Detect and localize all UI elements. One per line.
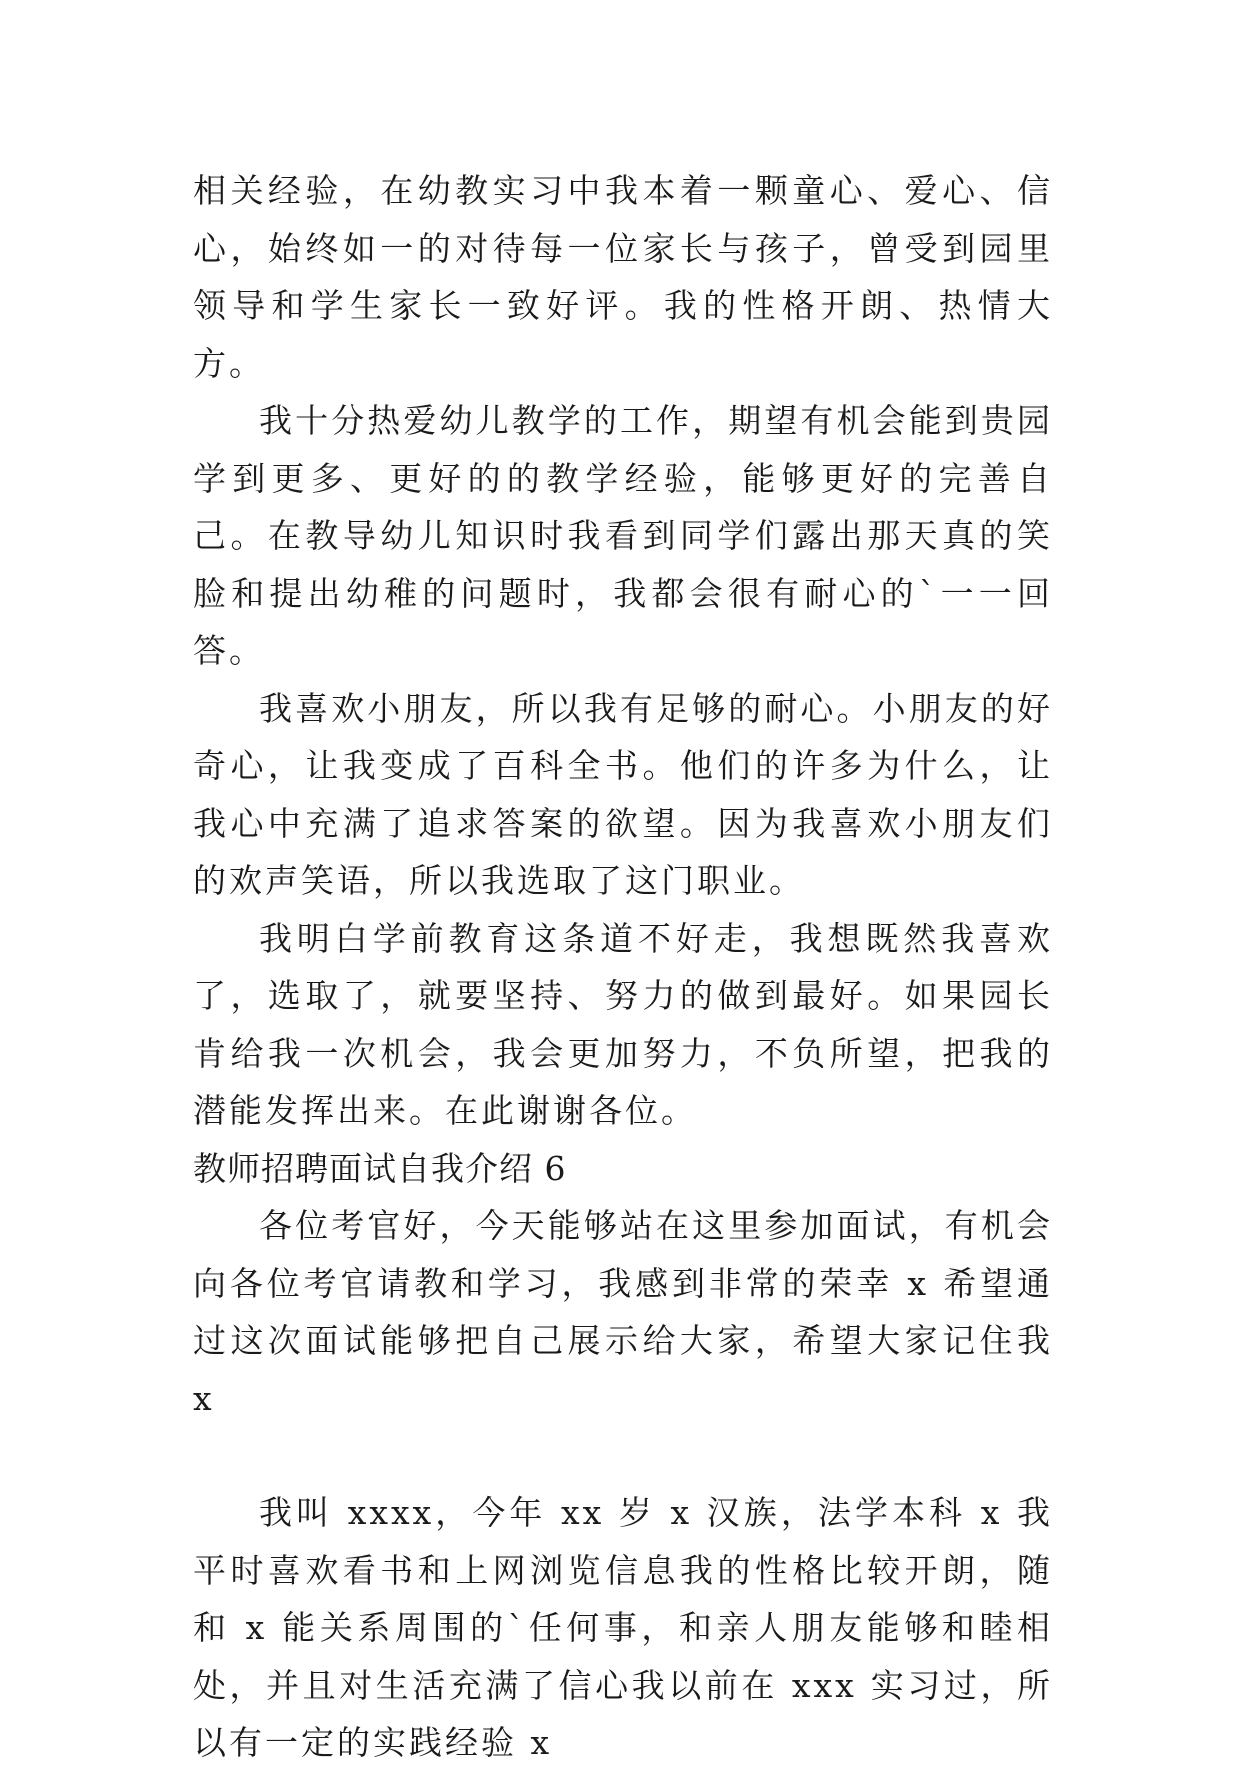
- text-line: 长一致好评。我的性格开朗、热情大方。: [193, 286, 1054, 383]
- text-line: 位考官请教和学习，我感到非常的荣幸 x 希望通过这次面试: [193, 1263, 1053, 1360]
- document-body: [193, 162, 1053, 1772]
- text-line: 我十分热爱幼儿教学的工作，期望有机会能到贵园学到: [193, 401, 1053, 498]
- text-line: 相关经验，在幼教实习中我本着一颗童心、爱心、信心，始: [193, 171, 1053, 268]
- body-paragraph: [193, 910, 1053, 1140]
- text-line: 取了，就要坚持、努力的做到最好。如果园长肯给我一次机: [193, 976, 1054, 1073]
- text-line: 看书和上网浏览信息我的性格比较开朗，随和 x 能关系周围: [193, 1550, 1054, 1647]
- body-paragraph: [193, 392, 1053, 680]
- text-line: 的`任何事，和亲人朋友能够和睦相处，并且对生活充满了: [193, 1608, 1054, 1705]
- body-paragraph: [193, 680, 1053, 910]
- section-heading: [193, 1140, 1053, 1198]
- text-line: 题时，我都会很有耐心的`一一回答。: [193, 573, 1054, 670]
- text-line: 追求答案的欲望。因为我喜欢小朋友们的欢声笑语，所以我: [193, 803, 1054, 900]
- text-line: 我叫 xxxx，今年 xx 岁 x 汉族，法学本科 x 我平时喜欢: [193, 1493, 1053, 1590]
- text-line: 让我变成了百科全书。他们的许多为什么，让我心中充满了: [193, 746, 1054, 843]
- text-line: 会，我会更加努力，不负所望，把我的潜能发挥出来。在此: [193, 1033, 1054, 1130]
- text-line: 我喜欢小朋友，所以我有足够的耐心。小朋友的好奇心，: [193, 688, 1053, 785]
- text-line: 谢谢各位。: [517, 1091, 697, 1130]
- text-line: 能够把自己展示给大家，希望大家记住我 x: [193, 1321, 1054, 1418]
- text-line: 更多、更好的的教学经验，能够更好的完善自己。在教导幼: [193, 458, 1054, 555]
- blank-line: [193, 1427, 1053, 1484]
- text-line: 选取了这门职业。: [517, 861, 805, 900]
- text-line: 儿知识时我看到同学们露出那天真的笑脸和提出幼稚的问: [193, 516, 1054, 613]
- body-paragraph: [193, 1197, 1053, 1427]
- body-paragraph: [193, 1484, 1053, 1772]
- text-line: 教师招聘面试自我介绍 6: [193, 1148, 567, 1188]
- text-line: 信心我以前在 xxx 实习过，所以有一定的实践经验 x: [193, 1665, 1054, 1762]
- text-line: 终如一的对待每一位家长与孩子，曾受到园里领导和学生家: [193, 228, 1054, 325]
- text-line: 各位考官好，今天能够站在这里参加面试，有机会向各: [193, 1206, 1053, 1303]
- body-paragraph: [193, 162, 1053, 392]
- text-line: 我明白学前教育这条道不好走，我想既然我喜欢了，选: [193, 918, 1053, 1015]
